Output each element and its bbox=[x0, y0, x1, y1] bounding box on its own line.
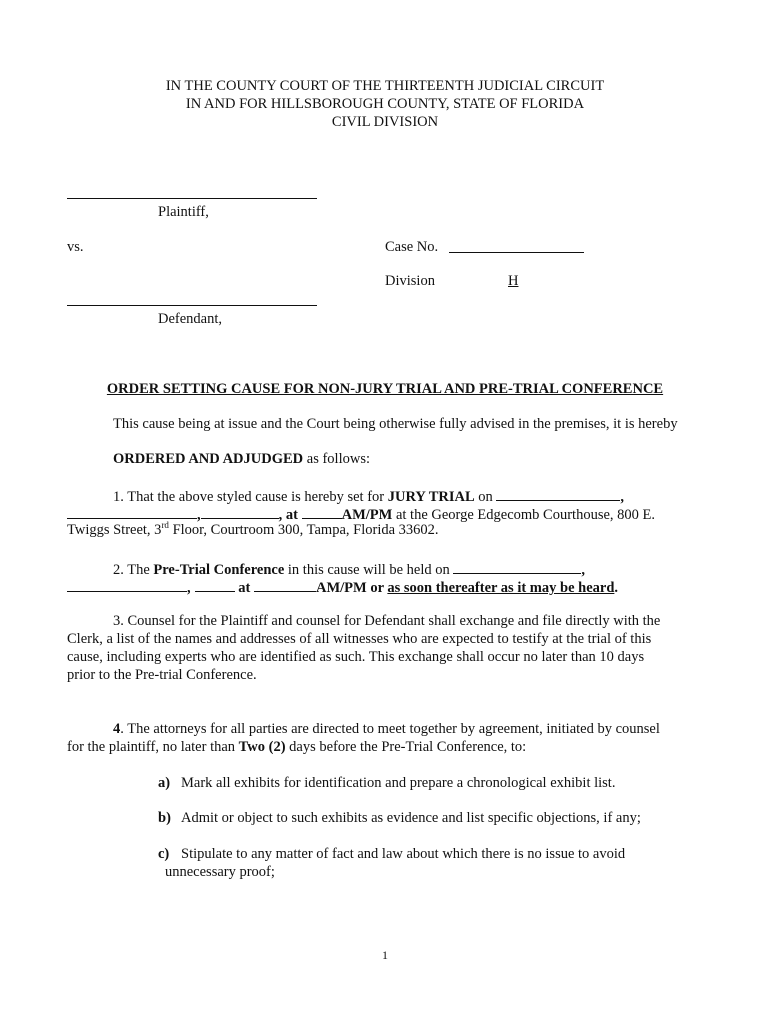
p1-line2 bbox=[67, 504, 655, 524]
division-value: H bbox=[508, 273, 519, 289]
p1-floor: Floor, Courtroom 300, Tampa, Florida 33602. bbox=[168, 522, 439, 538]
p2-date-blank[interactable] bbox=[453, 559, 581, 574]
defendant-label: Defendant, bbox=[158, 311, 223, 327]
court-header-line1: IN THE COUNTY COURT OF THE THIRTEENTH JUDICIAL CIRCUIT bbox=[165, 78, 605, 94]
ordered-adjudged-bold: ORDERED AND ADJUDGED bbox=[113, 451, 304, 467]
plaintiff-name-line[interactable] bbox=[67, 198, 317, 199]
p2-line1 bbox=[113, 559, 585, 579]
p4-two-days: Two (2) bbox=[238, 739, 286, 755]
defendant-name-line[interactable] bbox=[67, 305, 317, 306]
p2-pretrial-bold: Pre-Trial Conference bbox=[153, 562, 285, 578]
p1-ordinal: rd bbox=[161, 520, 169, 531]
p2-comma: , bbox=[581, 562, 586, 578]
p3-line4: prior to the Pre-trial Conference. bbox=[67, 667, 257, 683]
p1-on: on bbox=[474, 489, 497, 505]
p1-street: Twiggs Street, 3 bbox=[67, 522, 162, 538]
order-title: ORDER SETTING CAUSE FOR NON-JURY TRIAL AND PRE-TRIAL CONFERENCE bbox=[106, 381, 664, 397]
intro-paragraph: This cause being at issue and the Court being otherwise fully advised in the premises, it is hereby bbox=[113, 416, 678, 432]
p1-line1 bbox=[113, 486, 624, 506]
item-b-text: Admit or object to such exhibits as evidence and list specific objections, if any; bbox=[181, 810, 641, 826]
p1-location: at the George Edgecomb Courthouse, 800 E. bbox=[392, 507, 656, 523]
item-c-text-line2: unnecessary proof; bbox=[165, 864, 275, 880]
p1-time-blank[interactable] bbox=[302, 504, 342, 519]
p1-comma: , bbox=[620, 489, 625, 505]
p1-at: , at bbox=[278, 507, 302, 523]
court-header-line3: CIVIL DIVISION bbox=[331, 114, 439, 130]
item-c-text-line1: Stipulate to any matter of fact and law about which there is no issue to avoid bbox=[181, 846, 626, 862]
p4-line2 bbox=[67, 739, 526, 756]
item-c-label: c) bbox=[158, 846, 170, 862]
p4-line1 bbox=[113, 721, 660, 738]
division-label: Division bbox=[385, 273, 435, 289]
p4-line1-rest: . The attorneys for all parties are directed to meet together by agreement, initiated by counsel bbox=[120, 721, 660, 737]
page-number: 1 bbox=[382, 948, 388, 962]
p1-year-blank[interactable] bbox=[201, 504, 279, 519]
case-no-label: Case No. bbox=[385, 239, 439, 255]
p2-line2 bbox=[67, 577, 618, 597]
p2-year-blank[interactable] bbox=[195, 577, 235, 592]
p4-line2-start: for the plaintiff, no later than bbox=[67, 739, 239, 755]
p2-asap: as soon thereafter as it may be heard bbox=[387, 580, 615, 596]
p4-line2-end: days before the Pre-Trial Conference, to: bbox=[285, 739, 527, 755]
item-a-label: a) bbox=[158, 775, 171, 791]
p1-jury-trial: JURY TRIAL bbox=[387, 489, 475, 505]
p3-line1: 3. Counsel for the Plaintiff and counsel for Defendant shall exchange and file directly with the bbox=[113, 613, 661, 629]
ordered-adjudged-line bbox=[113, 451, 370, 468]
p3-line3: cause, including experts who are identified as such. This exchange shall occur no later than 10 days bbox=[67, 649, 645, 665]
p2-period: . bbox=[614, 580, 619, 596]
p2-ampm-or: AM/PM or bbox=[315, 580, 388, 596]
p2-time-blank[interactable] bbox=[254, 577, 316, 592]
p1-comma2: , bbox=[197, 507, 201, 523]
p2-start: 2. The bbox=[113, 562, 154, 578]
case-no-line[interactable] bbox=[449, 252, 584, 253]
p1-ampm: AM/PM bbox=[341, 507, 393, 523]
plaintiff-label: Plaintiff, bbox=[158, 204, 209, 220]
p2-rest: in this cause will be held on bbox=[284, 562, 454, 578]
ordered-adjudged-rest: as follows: bbox=[303, 451, 370, 467]
p1-line3 bbox=[67, 522, 439, 539]
p1-date-blank[interactable] bbox=[496, 486, 620, 501]
p1-month-blank[interactable] bbox=[67, 504, 197, 519]
item-b-label: b) bbox=[158, 810, 171, 826]
p4-number: 4 bbox=[113, 721, 121, 737]
item-a-text: Mark all exhibits for identification and prepare a chronological exhibit list. bbox=[181, 775, 616, 791]
vs-label: vs. bbox=[67, 239, 84, 255]
p2-month-blank[interactable] bbox=[67, 577, 187, 592]
p1-start: 1. That the above styled cause is hereby set for bbox=[113, 489, 388, 505]
p2-comma2: , bbox=[187, 580, 191, 596]
p2-at: at bbox=[234, 580, 254, 596]
p3-line2: Clerk, a list of the names and addresses of all witnesses who are expected to testify at the trial of this bbox=[67, 631, 652, 647]
court-header-line2: IN AND FOR HILLSBOROUGH COUNTY, STATE OF FLORIDA bbox=[185, 96, 585, 112]
